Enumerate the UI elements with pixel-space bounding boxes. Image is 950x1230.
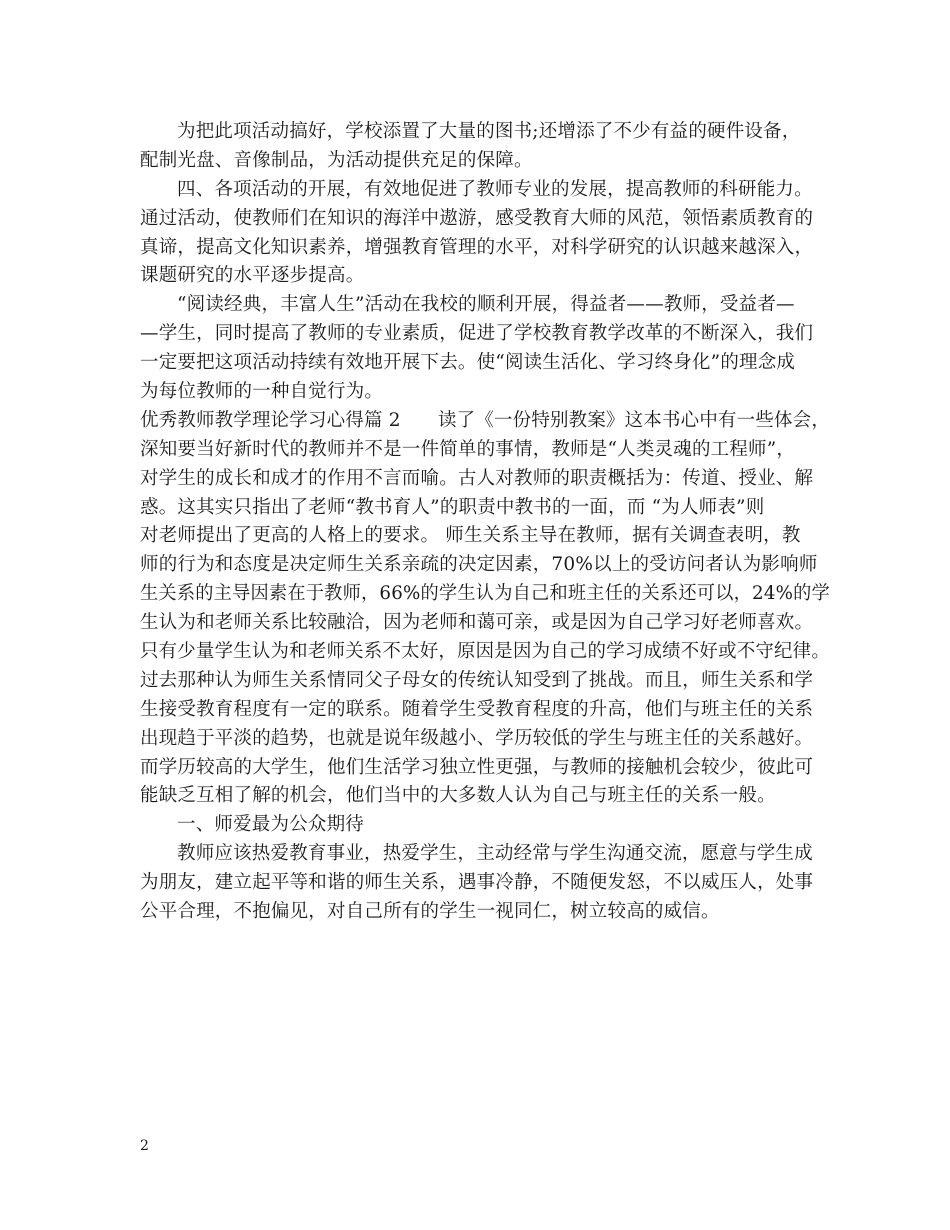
text-line: 生认为和老师关系比较融洽，因为老师和蔼可亲，或是因为自己学习好老师喜欢。: [140, 612, 814, 634]
text-line: 生接受教育程度有一定的联系。随着学生受教育程度的升高，他们与班主任的关系: [140, 698, 814, 720]
text-line: 课题研究的水平逐步提高。: [140, 265, 365, 287]
page-number: 2: [140, 1138, 149, 1154]
body-text: [140, 118, 830, 927]
text-line: 只有少量学生认为和老师关系不太好，原因是因为自己的学习成绩不好或不守纪律。: [140, 641, 830, 663]
section-heading-line: 优秀教师教学理论学习心得篇 2 读了《一份特别教案》这本书心中有一些体会，: [140, 409, 831, 431]
text-line: 配制光盘、音像制品，为活动提供充足的保障。: [140, 149, 533, 171]
text-line: 出现趋于平淡的趋势，也就是说年级越小、学历较低的学生与班主任的关系越好。: [140, 727, 814, 749]
text-line: 而学历较高的大学生，他们生活学习独立性更强，与教师的接触机会较少，彼此可: [140, 756, 814, 778]
text-line: 师的行为和态度是决定师生关系亲疏的决定因素，70%以上的受访问者认为影响师: [140, 554, 818, 576]
text-line: 公平合理，不抱偏见，对自己所有的学生一视同仁，树立较高的威信。: [140, 901, 720, 923]
text-line: 为朋友，建立起平等和谐的师生关系，遇事冷静，不随便发怒，不以威压人，处事: [140, 872, 814, 894]
text-line: 教师应该热爱教育事业，热爱学生，主动经常与学生沟通交流，愿意与学生成: [177, 843, 813, 865]
text-line: 生关系的主导因素在于教师，66%的学生认为自己和班主任的关系还可以，24%的学: [140, 583, 830, 605]
text-line: 通过活动，使教师们在知识的海洋中遨游，感受教育大师的风范，领悟素质教育的: [140, 207, 814, 229]
text-line: 能缺乏互相了解的机会，他们当中的大多数人认为自己与班主任的关系一般。: [140, 785, 776, 807]
subheading-line: 一、师爱最为公众期待: [177, 814, 365, 836]
text-line: 一定要把这项活动持续有效地开展下去。使“阅读生活化、学习终身化”的理念成: [140, 352, 796, 374]
text-line: —学生，同时提高了教师的专业素质，促进了学校教育教学改革的不断深入，我们: [140, 323, 814, 345]
text-line: 惑。这其实只指出了老师“教书育人”的职责中教书的一面，而 “为人师表”则: [140, 496, 765, 518]
text-line: 四、各项活动的开展，有效地促进了教师专业的发展，提高教师的科研能力。: [177, 178, 813, 200]
text-line: 为把此项活动搞好，学校添置了大量的图书;还增添了不少有益的硬件设备，: [177, 121, 801, 142]
text-line: 对学生的成长和成才的作用不言而喻。古人对教师的职责概括为：传道、授业、解: [140, 467, 814, 489]
text-line: 过去那种认为师生关系情同父子母女的传统认知受到了挑战。而且，师生关系和学: [140, 669, 814, 691]
text-line: 深知要当好新时代的教师并不是一件简单的事情，教师是“人类灵魂的工程师”，: [140, 438, 796, 460]
text-line: 真谛，提高文化知识素养，增强教育管理的水平，对科学研究的认识越来越深入，: [140, 236, 814, 258]
text-line: “阅读经典，丰富人生”活动在我校的顺利开展，得益者——教师，受益者—: [177, 294, 795, 316]
text-line: 对老师提出了更高的人格上的要求。 师生关系主导在教师，据有关调查表明，教: [140, 525, 801, 547]
text-line: 为每位教师的一种自觉行为。: [140, 381, 384, 403]
